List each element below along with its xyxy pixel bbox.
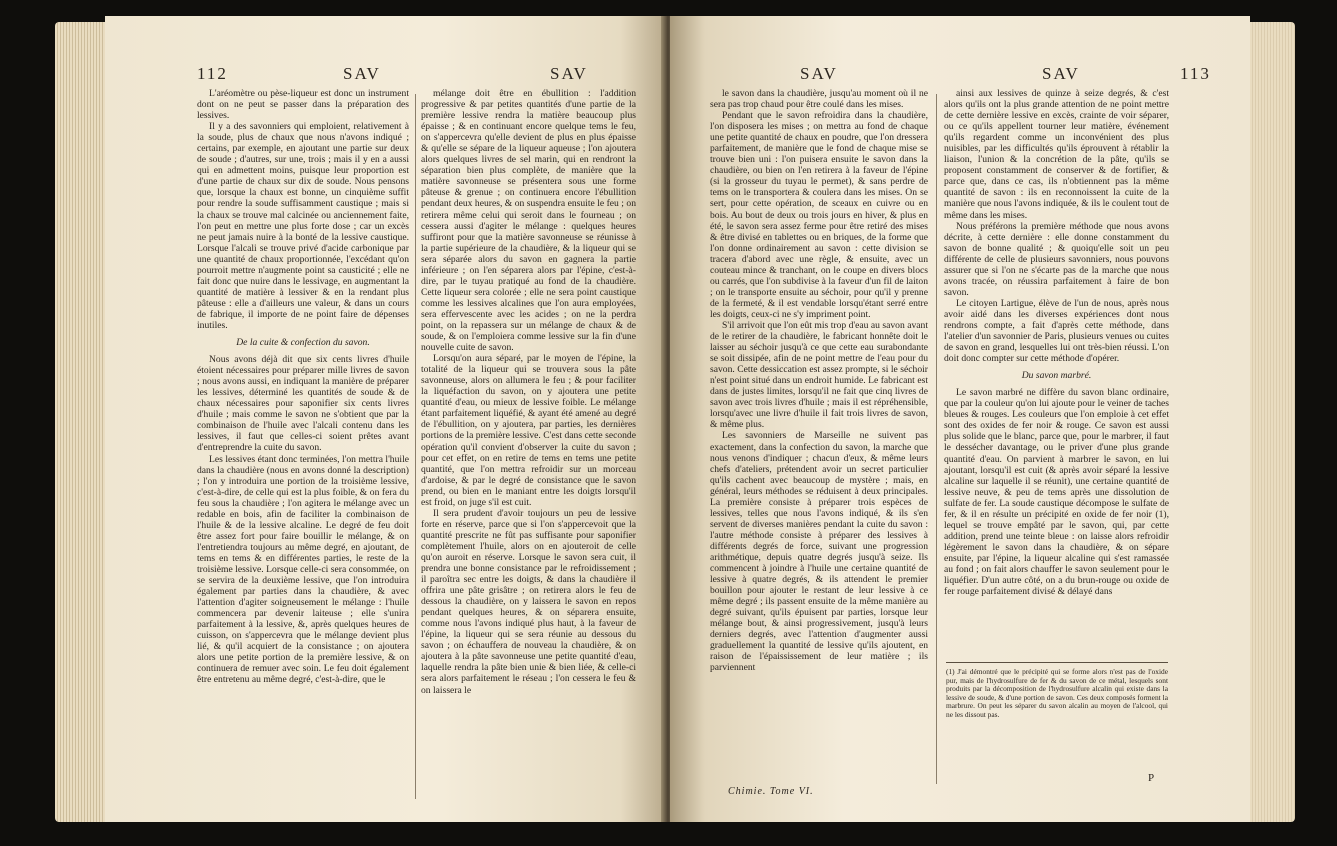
right-page-column-1 bbox=[710, 88, 928, 798]
running-head-right-2: SAV bbox=[1042, 64, 1080, 83]
paragraph: mélange doit être en ébullition : l'addition progressive & par petites quantités d'une partie de la première lessive rendra la matière beaucoup plus épaisse ; & en continuant encore quelque tems le feu, on s'appercevra qu'elle devient de plus en plus épaisse & qu'elle se sépare de la liqueur aqueuse ; l'on ajoutera alors quelques livres de sel marin, qui en rendront la séparation bien plus complète, de manière que la matière savonneuse se présentera sous une forme pâteuse & grenue ; on continuera encore l'ébullition pendant deux heures, & on suspendra ensuite le feu ; on retirera même celui qui seroit dans le fourneau ; on cessera aussi d'agiter le mélange : quelques heures suffiront pour que la matière savonneuse se réunisse à la partie supérieure de la chaudière, & la liqueur qui se sera séparée alors du savon en gagnera la partie inférieure ; on l'en séparera alors par l'épine, c'est-à-dire, par le tuyau pratiqué au fond de la chaudière. Cette liqueur sera colorée ; elle ne sera point caustique comme les lessives alcalines que l'on aura employées, sera effervescente avec les acides ; on ne la perdra point, on la repassera sur un mélange de chaux & de soude, & on l'emploiera comme lessive sur la fin d'une nouvelle cuite de savon. bbox=[421, 88, 636, 354]
paragraph: ainsi aux lessives de quinze à seize degrés, & c'est alors qu'ils ont la plus grande attention de ne point mettre de cette dernière lessive en excès, crainte de voir séparer, ou ce qu'ils appellent tourner leur matière, événement qu'ils regardent comme un inconvénient des plus nuisibles, par les difficultés qu'ils éprouvent à rétablir la liaison, l'union & la concrétion de la pâte, qu'ils se proposent constamment de conserver & de fortifier, & parce que, dans ce cas, ils n'obtiennent pas la même quantité de savon : ils en reconnoissent la cuite de la manière que nous l'avons indiquée, & ils le coulent tout de même dans les mises. bbox=[944, 88, 1169, 221]
footnote: (1) J'ai démontré que le précipité qui se forme alors n'est pas de l'oxide pur, mais de l'hydrosulfure de fer & du savon de ce métal, lesquels sont produits par la décomposition de l'hydrosulfure alcalin qui existe dans la lessive de soude, & d'une portion de savon. Ces deux composés forment la marbrure. On peut les séparer du savon alcalin au moyen de l'alcool, qui ne les dissout pas. bbox=[946, 668, 1168, 719]
section-heading: Du savon marbré. bbox=[1021, 370, 1092, 382]
paragraph: Il sera prudent d'avoir toujours un peu de lessive forte en réserve, parce que si l'on s'appercevoit que la quantité prescrite ne fût pas suffisante pour saponifier complètement l'huile, alors on en ajouteroit de celle qu'on auroit en réserve. Lorsque le savon sera cuit, il prendra une bonne consistance par le refroidissement ; il paroîtra sec entre les doigts, & dans la chaudière il offrira une pâte grisâtre ; on retirera alors le feu de dessous la chaudière, on y laissera le savon en repos pendant quelques heures, & on séparera ensuite, comme nous l'avons indiqué plus haut, à la faveur de l'épine, la liqueur qui se sera réunie au dessous du savon ; on échauffera de nouveau la chaudière, & on ajoutera à la pâte savonneuse une petite quantité d'eau, laquelle rendra la pâte bien unie & bien liée, & celle-ci sera alors parfaitement le réseau ; l'on cessera le feu & on laissera le bbox=[421, 507, 636, 696]
column-divider bbox=[936, 94, 937, 784]
running-head-left-2: SAV bbox=[550, 64, 588, 83]
paragraph: Il y a des savonniers qui emploient, relativement à la soude, plus de chaux que nous n'avons indiqué ; certains, par exemple, en ajoutant une partie sur deux de soude ; d'autres, sur une, trois ; mais il y en a aussi qui en admettent moins, puisque leur proportion est d'une partie de chaux sur dix de soude. Nous pensons que, lorsque la chaux est bonne, un cinquième suffit pour rendre la soude suffisamment caustique ; mais si la chaux se trouve mal calcinée ou anciennement faite, l'on peut en mettre une plus forte dose ; car un excès ne peut jamais nuire à la bonté de la lessive caustique. Lorsque l'alcali se trouve privé d'acide carbonique par une quantité de chaux proportionnée, l'excédant qu'on pourroit mettre n'augmente point sa causticité ; elle ne fait donc que nuire dans le lessivage, en augmentant la quantité de matière à lessiver & en la rendant plus pâteuse : elle a d'ailleurs une valeur, & dans un cours de fabrique, il importe de ne point faire de dépenses inutiles. bbox=[197, 121, 409, 331]
paragraph: Le savon marbré ne diffère du savon blanc ordinaire, que par la couleur qu'on lui ajoute pour le veiner de taches bleues & rouges. Les couleurs que l'on emploie à cet effet sont des oxides de fer noir & rouge. Ce savon est aussi plus solide que le blanc, parce que, pour le marbrer, il faut le dessécher davantage, ou le priver d'une plus grande quantité d'eau. On parvient à marbrer le savon, en lui ajoutant, lorsqu'il est cuit (& après avoir séparé la lessive alcaline sur laquelle il se réunit), une certaine quantité de lessive neuve, & peu de tems après une dissolution de sulfate de fer. La soude caustique décompose le sulfate de fer, & il en résulte un précipité en oxide de fer noir (1), lequel se trouve empâté par le savon, qui, par cette addition, prend une teinte bleue : on laisse alors refroidir légèrement le savon dans la chaudière, & on sépare ensuite, par l'épine, la liqueur alcaline qui s'est ramassée au fond ; on fait alors chauffer le savon seulement pour le liquéfier. D'un autre côté, on a du brun-rouge ou oxide de fer rouge parfaitement divisé & délayé dans bbox=[944, 387, 1169, 598]
open-book bbox=[55, 10, 1295, 836]
paragraph: Les lessives étant donc terminées, l'on mettra l'huile dans la chaudière (nous en avons donné la description) ; l'on y introduira une portion de la troisième lessive, c'est-à-dire, de celle qui est la plus foible, & on fera du feu sous la chaudière ; l'on agitera le mélange avec un redable en bois, afin de faciliter la combinaison de l'huile & de la lessive alcaline. Le degré de feu doit être assez fort pour faire bouillir le mélange, & on l'entretiendra toujours au même degré, en ajoutant, de tems en tems & en différentes parties, le reste de la troisième lessive. Lorsque celle-ci sera consommée, on se servira de la deuxième lessive, que l'on introduira également par parties dans la chaudière, & avec l'attention d'agiter soigneusement le mélange : l'huile commencera par devenir laiteuse ; elle s'unira parfaitement à la lessive, &, après quelques heures de cuisson, on s'appercevra que le mélange devient plus lié, & qu'il acquiert de la consistance ; on ajoutera alors une petite portion de la première lessive, & on continuera de remuer avec soin. Le feu doit également être entretenu au même degré, c'est-à-dire, que le bbox=[197, 453, 409, 686]
running-head-left-1: SAV bbox=[343, 64, 381, 83]
paragraph: Nous préférons la première méthode que nous avons décrite, à cette dernière : elle donne constamment du savon de bonne qualité ; & quoiqu'elle soit un peu différente de celle de plusieurs savonniers, nous pouvons assurer que si l'on ne s'écarte pas de la marche que nous avons tracée, on réussira parfaitement à faire de bon savon. bbox=[944, 220, 1169, 298]
signature-letter: P bbox=[1148, 772, 1155, 784]
right-page bbox=[670, 16, 1250, 822]
paragraph: Le citoyen Lartigue, élève de l'un de nous, après nous avoir aidé dans les diverses expériences dont nous rendrons compte, a fait d'après cette méthode, dans l'atelier d'un savonnier de Paris, plusieurs venues ou cuites de savon en grand, lesquelles lui ont très-bien réussi. L'on doit donc compter sur cette méthode d'opérer. bbox=[944, 297, 1169, 365]
right-page-column-2 bbox=[944, 88, 1169, 656]
paragraph: L'aréomètre ou pèse-liqueur est donc un instrument dont on ne peut se passer dans la préparation des lessives. bbox=[197, 88, 409, 122]
volume-signature: Chimie. Tome VI. bbox=[728, 786, 814, 797]
paragraph: le savon dans la chaudière, jusqu'au moment où il ne sera pas trop chaud pour être coulé dans les mises. bbox=[710, 88, 928, 111]
paragraph: Pendant que le savon refroidira dans la chaudière, l'on disposera les mises ; on mettra au fond de chaque une petite quantité de chaux en poudre, que l'on dressera parfaitement, de manière que le fond de chaque mise se trouve bien uni : l'on puisera ensuite le savon dans la chaudière, ou bien on l'en retirera à la faveur de l'épine (si la grosseur du tuyau le permet), & sans perdre de tems on le transportera & coulera dans les mises. On se sert, pour cette opération, de sceaux en cuivre ou en bois. Au bout de deux ou trois jours en hiver, & plus en été, le savon sera assez ferme pour être retiré des mises & être divisé en tablettes ou en briques, de la forme que l'on donne ordinairement au savon : cette division se tracera d'abord avec une règle, & ensuite, avec un couteau mince & tranchant, on le coupe en divers blocs ou carrés, que l'on subdivise à la faveur d'un fil de laiton ; on le transporte ensuite au séchoir, pour qu'il y prenne de la fermeté, & il est vendable lorsqu'étant serré entre les doigts, ceux-ci ne s'y impriment point. bbox=[710, 110, 928, 320]
column-divider bbox=[415, 94, 416, 799]
left-page-column-1 bbox=[197, 88, 409, 808]
paragraph: Lorsqu'on aura séparé, par le moyen de l'épine, la totalité de la liqueur qui se trouvera sous la pâte savonneuse, alors on allumera le feu ; & pour faciliter la liquéfaction du savon, on y ajoutera une petite quantité d'eau, ou mieux de lessive foible. Le mélange étant parfaitement liquéfié, & ayant été amené au degré de l'ébullition, on y ajoutera, par parties, les dernières portions de la première lessive. C'est dans cette seconde opération qu'il convient d'observer la cuite du savon ; pour cet effet, on en retire de tems en tems une petite quantité, que l'on mettra refroidir sur un morceau d'ardoise, & par le degré de consistance que le savon prend, ou bien en le maniant entre les doigts lorsqu'il est froid, on juge s'il est cuit. bbox=[421, 353, 636, 508]
paragraph: S'il arrivoit que l'on eût mis trop d'eau au savon avant de le retirer de la chaudière, le fabricant honnête doit le laisser au séchoir jusqu'à ce que cette eau surabondante se soit dissipée, afin de ne point mettre de l'eau pour du savon. Cette dessiccation est assez prompte, si le séchoir n'est point situé dans un endroit humide. Le fabricant est dans de justes limites, lorsqu'il ne fait que cinq livres de savon avec trois livres d'huile ; mais il est répréhensible, lorsqu'avec une livre d'huile il fait trois livres de savon, & même plus. bbox=[710, 319, 928, 431]
section-heading: De la cuite & confection du savon. bbox=[236, 337, 370, 349]
running-head-right-1: SAV bbox=[800, 64, 838, 83]
page-number-left: 112 bbox=[197, 64, 228, 83]
footnote-rule bbox=[946, 662, 1168, 663]
page-number-right: 113 bbox=[1180, 64, 1211, 83]
left-page-column-2 bbox=[421, 88, 636, 808]
left-page bbox=[105, 16, 665, 822]
paragraph: Nous avons déjà dit que six cents livres d'huile étoient nécessaires pour préparer mille livres de savon ; nous avons aussi, en indiquant la manière de préparer les lessives, déterminé les quantités de soude & de chaux nécessaires pour saponifier six cents livres d'huile ; mais comme le savon ne s'obtient que par la combinaison de l'huile avec l'alcali contenu dans les lessives, il faut que celles-ci soient prêtes avant d'entreprendre la cuite du savon. bbox=[197, 354, 409, 454]
paragraph: Les savonniers de Marseille ne suivent pas exactement, dans la confection du savon, la marche que nous venons d'indiquer ; chacun d'eux, & même leurs chefs d'ateliers, prétendent avoir un secret particulier qu'ils cachent avec beaucoup de mystère ; mais, en général, leurs méthodes se réduisent à deux principales. La première consiste à préparer trois espèces de lessives, telles que nous l'avons indiqué, & ils s'en servent de diverses manières pendant la cuite du savon : l'autre méthode consiste à préparer des lessives à différents degrés de force, suivant une progression arithmétique, depuis quatre degrés jusqu'à seize. Ils commencent à joindre à l'huile une certaine quantité de lessive à quatre degrés, & ils attendent le premier bouillon pour ajouter le restant de leur lessive à ce même degré ; ils passent ensuite de la même manière au degré suivant, qu'ils épuisent par parties, lorsque leur mélange bout, & ainsi progressivement, jusqu'à leurs derniers degrés, avec l'attention d'augmenter aussi graduellement la quantité de lessive qu'ils ajoutent, en raison de l'épaississement de leur matière ; ils parviennent bbox=[710, 430, 928, 674]
